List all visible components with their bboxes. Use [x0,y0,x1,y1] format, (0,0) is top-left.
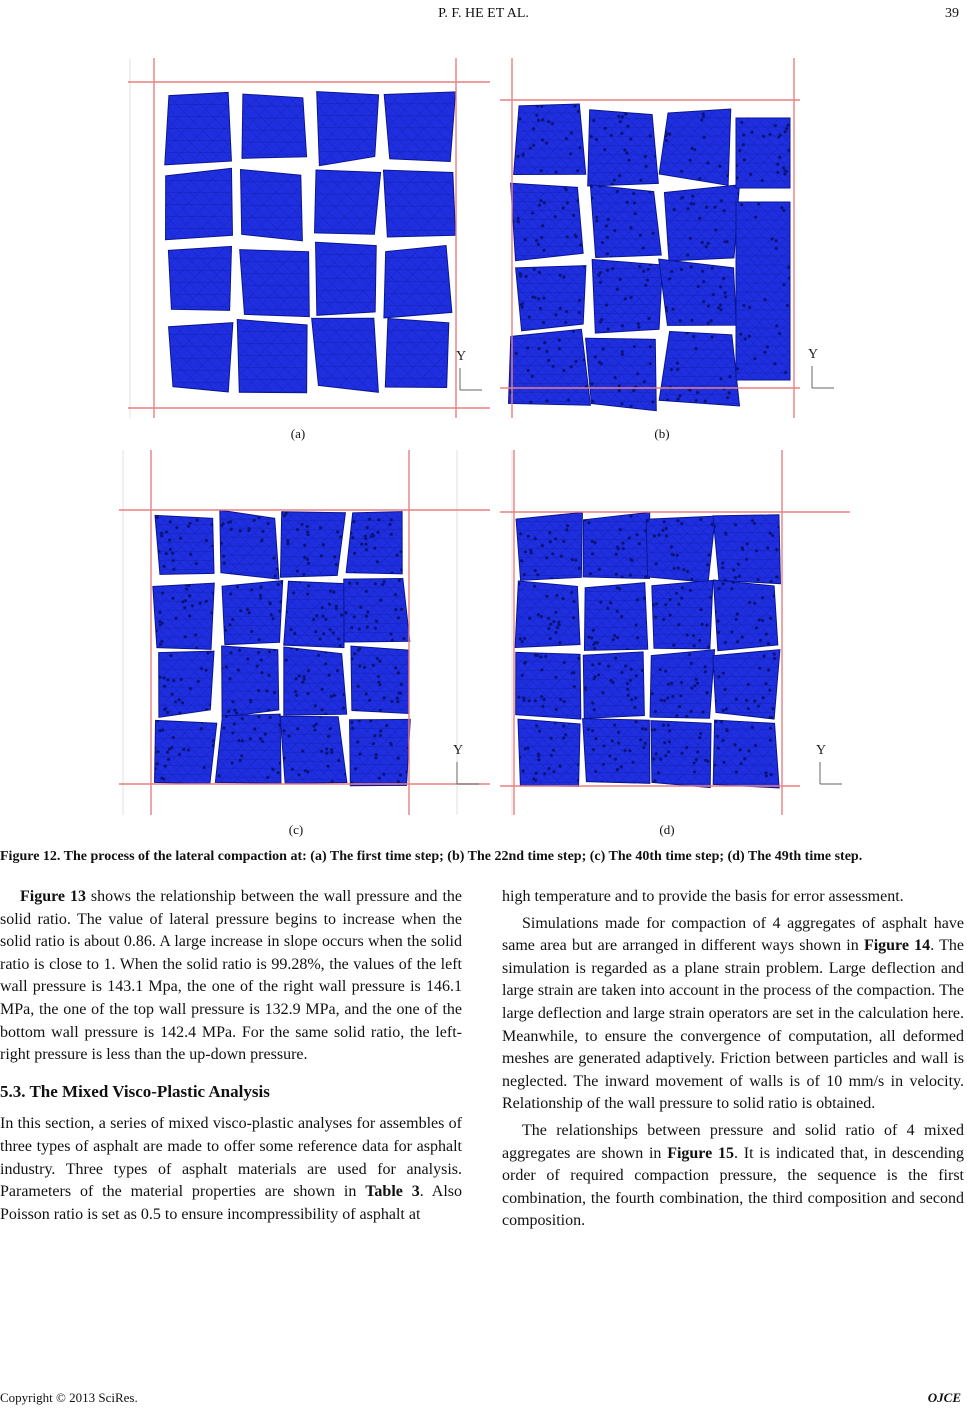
paragraph: Figure 13 shows the relationship between the wall pressure and the solid ratio. The value of lateral pressure begins to increase when the solid ratio is about 0.86. A large increase in slope occurs when the solid ratio is close to 1. When the solid ratio is 99.28%, the values of the left wall pressure is 143.1 Mpa, the one of the right wall pressure is 146.1 MPa, the one of the top wall pressure is 132.9 MPa, and the one of the bottom wall pressure is 142.4 MPa. For the same solid ratio, the left-right pressure is less than the up-down pressure. [0,888,463,1064]
figure-panel-a [120,58,490,418]
running-title: P. F. HE ET AL. [438,6,529,21]
axis-label-y: Y [808,347,819,362]
axis-label-y: Y [453,743,464,758]
figure-caption: Figure 12. The process of the lateral compaction at: (a) The first time step; (b) The 22nd time step; (c) The 40th time step; (d) The 49th time step. [0,849,863,864]
copyright: Copyright © 2013 SciRes. [0,1390,138,1405]
paragraph: high temperature and to provide the basis for error assessment. [502,888,904,905]
journal-abbrev: OJCE [927,1390,961,1405]
page-header [0,6,967,26]
paragraph: In this section, a series of mixed visco-plastic analyses for assembles of three types of asphalt are made to offer some reference data for asphalt industry. Three types of asphalt materials are used for analysis. Parameters of the material properties are shown in Table 3. Also Poisson ratio is set as 0.5 to ensure incompressibility of asphalt at [0,1115,462,1223]
axis-label-y: Y [456,349,467,364]
figure-panel-b [500,58,840,418]
mesh-image-a [120,58,490,418]
subfigure-label-c: (c) [288,822,304,837]
axis-label-y: Y [816,743,827,758]
mesh-image-b [500,58,840,418]
left-column [0,886,462,1230]
figure-reference: Figure 13 [20,888,86,905]
paragraph: Simulations made for compaction of 4 aggregates of asphalt have same area but are arranged in different ways shown in Figure 14. The simulation is regarded as a plane strain problem. Large deflection and large strain are taken into account in the process of the compaction. The large deflection and large strain operators are set in the calculation here. Meanwhile, to ensure the convergence of computation, all deformed meshes are generated adaptively. Friction between particles and wall is neglected. The inward movement of walls is of 10 mm/s in velocity. Relationship of the wall pressure to solid ratio is obtained. [502,914,964,1113]
figure-reference: Figure 15 [667,1144,734,1162]
figure-panel-d [500,450,850,815]
subfigure-label-a: (a) [290,426,306,441]
subfigure-label-b: (b) [654,426,670,441]
figure-panel-c [115,450,490,815]
page-number: 39 [945,6,959,21]
figure-reference: Figure 14 [863,937,931,955]
table-reference: Table 3 [365,1183,420,1201]
mesh-image-d [500,450,850,815]
section-heading: 5.3. The Mixed Visco-Plastic Analysis [0,1081,270,1101]
mesh-image-c [115,450,490,815]
paragraph: The relationships between pressure and solid ratio of 4 mixed aggregates are shown in Figure 15. It is indicated that, in descending order of required compaction pressure, the sequence is the first combination, the fourth combination, the third composition and second composition. [502,1121,965,1230]
subfigure-label-d: (d) [659,822,675,837]
right-column [502,886,964,1237]
